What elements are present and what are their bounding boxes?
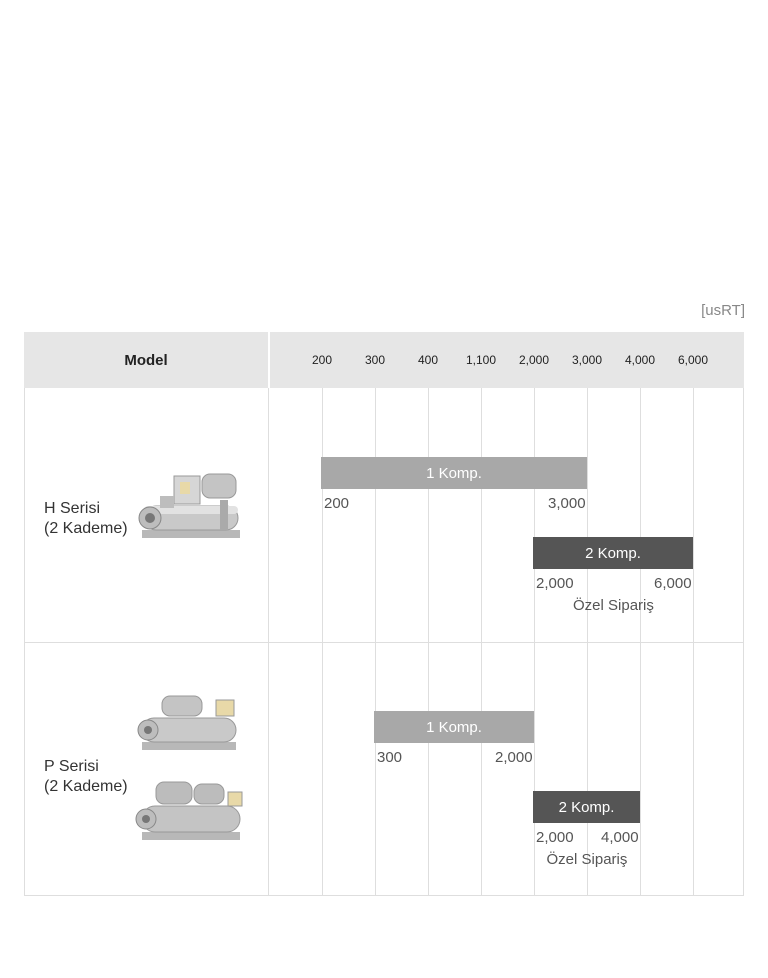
range-start-label: 2,000	[536, 829, 574, 846]
row-label-h-series	[44, 499, 128, 539]
unit-label: [usRT]	[701, 302, 745, 319]
row-label-line1: H Serisi	[44, 500, 101, 517]
range-end-label: 2,000	[495, 749, 533, 766]
model-column-header: Model	[124, 351, 168, 369]
grid-line	[640, 388, 641, 896]
h-series-chiller-image	[134, 470, 246, 546]
tick-label: 4,000	[624, 353, 656, 367]
grid-line	[268, 388, 269, 896]
special-order-note: Özel Sipariş	[573, 597, 654, 614]
tick-label: 6,000	[677, 353, 709, 367]
table-border-bottom	[24, 895, 744, 896]
tick-label: 2,000	[518, 353, 550, 367]
range-bar: 2 Komp.	[533, 791, 640, 823]
grid-line	[693, 388, 694, 896]
range-chart-table	[24, 332, 744, 896]
tick-label: 200	[311, 353, 333, 367]
row-label-p-series	[44, 757, 128, 797]
row-label-line2: (2 Kademe)	[44, 778, 128, 795]
row-divider	[24, 642, 744, 643]
p-series-chiller-image	[132, 692, 248, 852]
tick-label: 400	[417, 353, 439, 367]
range-bar: 2 Komp.	[533, 537, 693, 569]
range-start-label: 300	[377, 749, 403, 766]
tick-label: 300	[364, 353, 386, 367]
header-divider	[268, 332, 270, 388]
range-bar: 1 Komp.	[374, 711, 534, 743]
range-start-label: 200	[324, 495, 350, 512]
special-order-note: Özel Sipariş	[546, 851, 628, 868]
row-label-line2: (2 Kademe)	[44, 520, 128, 537]
range-start-label: 2,000	[536, 575, 574, 592]
range-end-label: 3,000	[548, 495, 586, 512]
range-end-label: 4,000	[601, 829, 639, 846]
range-bar: 1 Komp.	[321, 457, 587, 489]
tick-label: 1,100	[465, 353, 497, 367]
tick-label: 3,000	[571, 353, 603, 367]
range-end-label: 6,000	[654, 575, 692, 592]
row-label-line1: P Serisi	[44, 758, 99, 775]
